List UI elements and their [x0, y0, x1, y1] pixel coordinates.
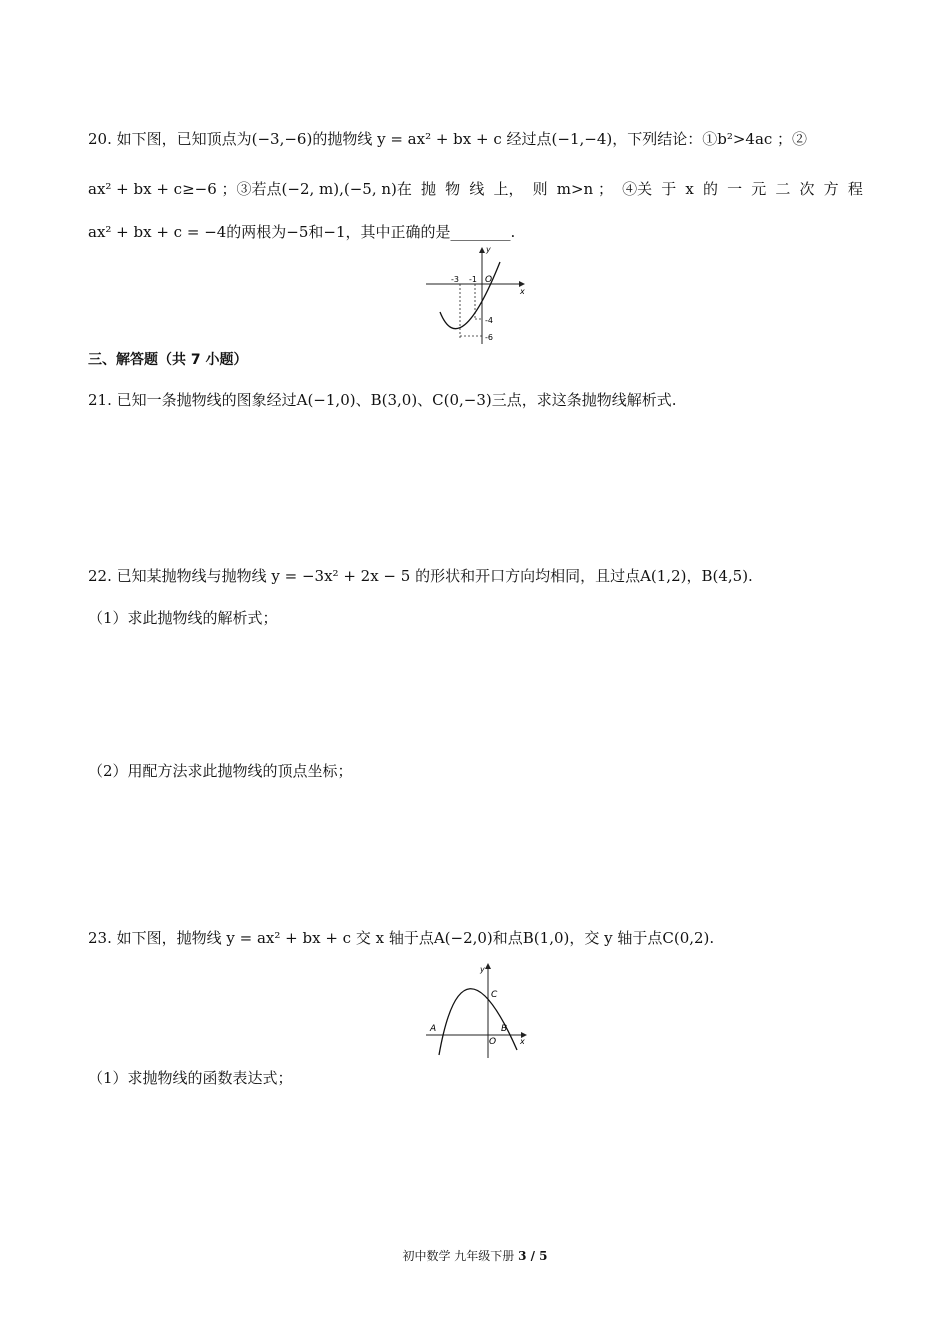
- q20-line2-part: 二: [775, 180, 791, 198]
- q20-figure: [422, 244, 532, 346]
- footer-course: 初中数学 九年级下册: [402, 1249, 519, 1263]
- x-label: x: [520, 1037, 525, 1046]
- q20-line2-part: x: [685, 180, 694, 198]
- q20-line2-part: 一: [727, 180, 743, 198]
- q20-line2-part: m>n ；: [556, 180, 613, 198]
- q23-figure: [420, 960, 532, 1060]
- q23-text: 23. 如下图，抛物线 y = ax² + bx + c 交 x 轴于点A(−2,0)和点B(1,0)，交 y 轴于点C(0,2).: [88, 929, 715, 947]
- q20-line2-part: 则: [532, 180, 548, 198]
- q20-line2-part: 物: [445, 180, 461, 198]
- q20-line2-part: 次: [799, 180, 815, 198]
- q20-line2-part: 元: [751, 180, 767, 198]
- tick-label-minus3: -3: [451, 275, 459, 284]
- tick-label-minus1: -1: [469, 275, 477, 284]
- q20-line2-part: 抛: [421, 180, 437, 198]
- y-label: y: [480, 965, 485, 974]
- q20-line2-part: 程: [847, 180, 863, 198]
- section-heading: 三、解答题（共 7 小题）: [88, 352, 248, 368]
- q20-line1: 20. 如下图，已知顶点为(−3,−6)的抛物线 y = ax² + bx + c 经过点(−1,−4)，下列结论：①b²>4ac ；②: [88, 130, 808, 148]
- q22-part1: （1）求此抛物线的解析式；: [88, 609, 278, 627]
- tick-label-minus6: -6: [485, 333, 493, 342]
- origin-label: O: [489, 1037, 497, 1047]
- origin-label: O: [485, 275, 493, 285]
- footer-page-number: 3 / 5: [518, 1249, 548, 1263]
- q21-text: 21. 已知一条抛物线的图象经过A(−1,0)、B(3,0)、C(0,−3)三点，求这条抛物线解析式.: [88, 391, 677, 409]
- q20-line2-part: ax² + bx + c≥−6 ；③若点(−2, m),(−5, n)在: [88, 180, 412, 198]
- y-label: y: [486, 245, 491, 254]
- point-c-label: C: [491, 990, 498, 1000]
- q20-line2: [88, 179, 863, 199]
- y-axis-arrow: [485, 963, 491, 969]
- q20-line2-part: 方: [823, 180, 839, 198]
- q20-line2-part: ④关: [622, 180, 653, 198]
- q22-part2: （2）用配方法求此抛物线的顶点坐标；: [88, 762, 353, 780]
- page-footer: [0, 1247, 950, 1264]
- q22-text: 22. 已知某抛物线与抛物线 y = −3x² + 2x − 5 的形状和开口方向均相同，且过点A(1,2)，B(4,5).: [88, 567, 753, 585]
- parabola-curve: [439, 989, 517, 1055]
- x-label: x: [520, 287, 525, 296]
- q23-part1: （1）求抛物线的函数表达式；: [88, 1069, 293, 1087]
- y-axis-arrow: [479, 247, 485, 253]
- q20-line2-part: 于: [661, 180, 677, 198]
- q20-line2-part: 上，: [493, 180, 524, 198]
- point-a-label: A: [430, 1024, 437, 1034]
- q20-line3: ax² + bx + c = −4的两根为−5和−1，其中正确的是________.: [88, 223, 516, 241]
- point-b-label: B: [501, 1024, 508, 1034]
- q20-line2-part: 的: [702, 180, 718, 198]
- tick-label-minus4: -4: [485, 316, 493, 325]
- q20-line2-part: 线: [469, 180, 485, 198]
